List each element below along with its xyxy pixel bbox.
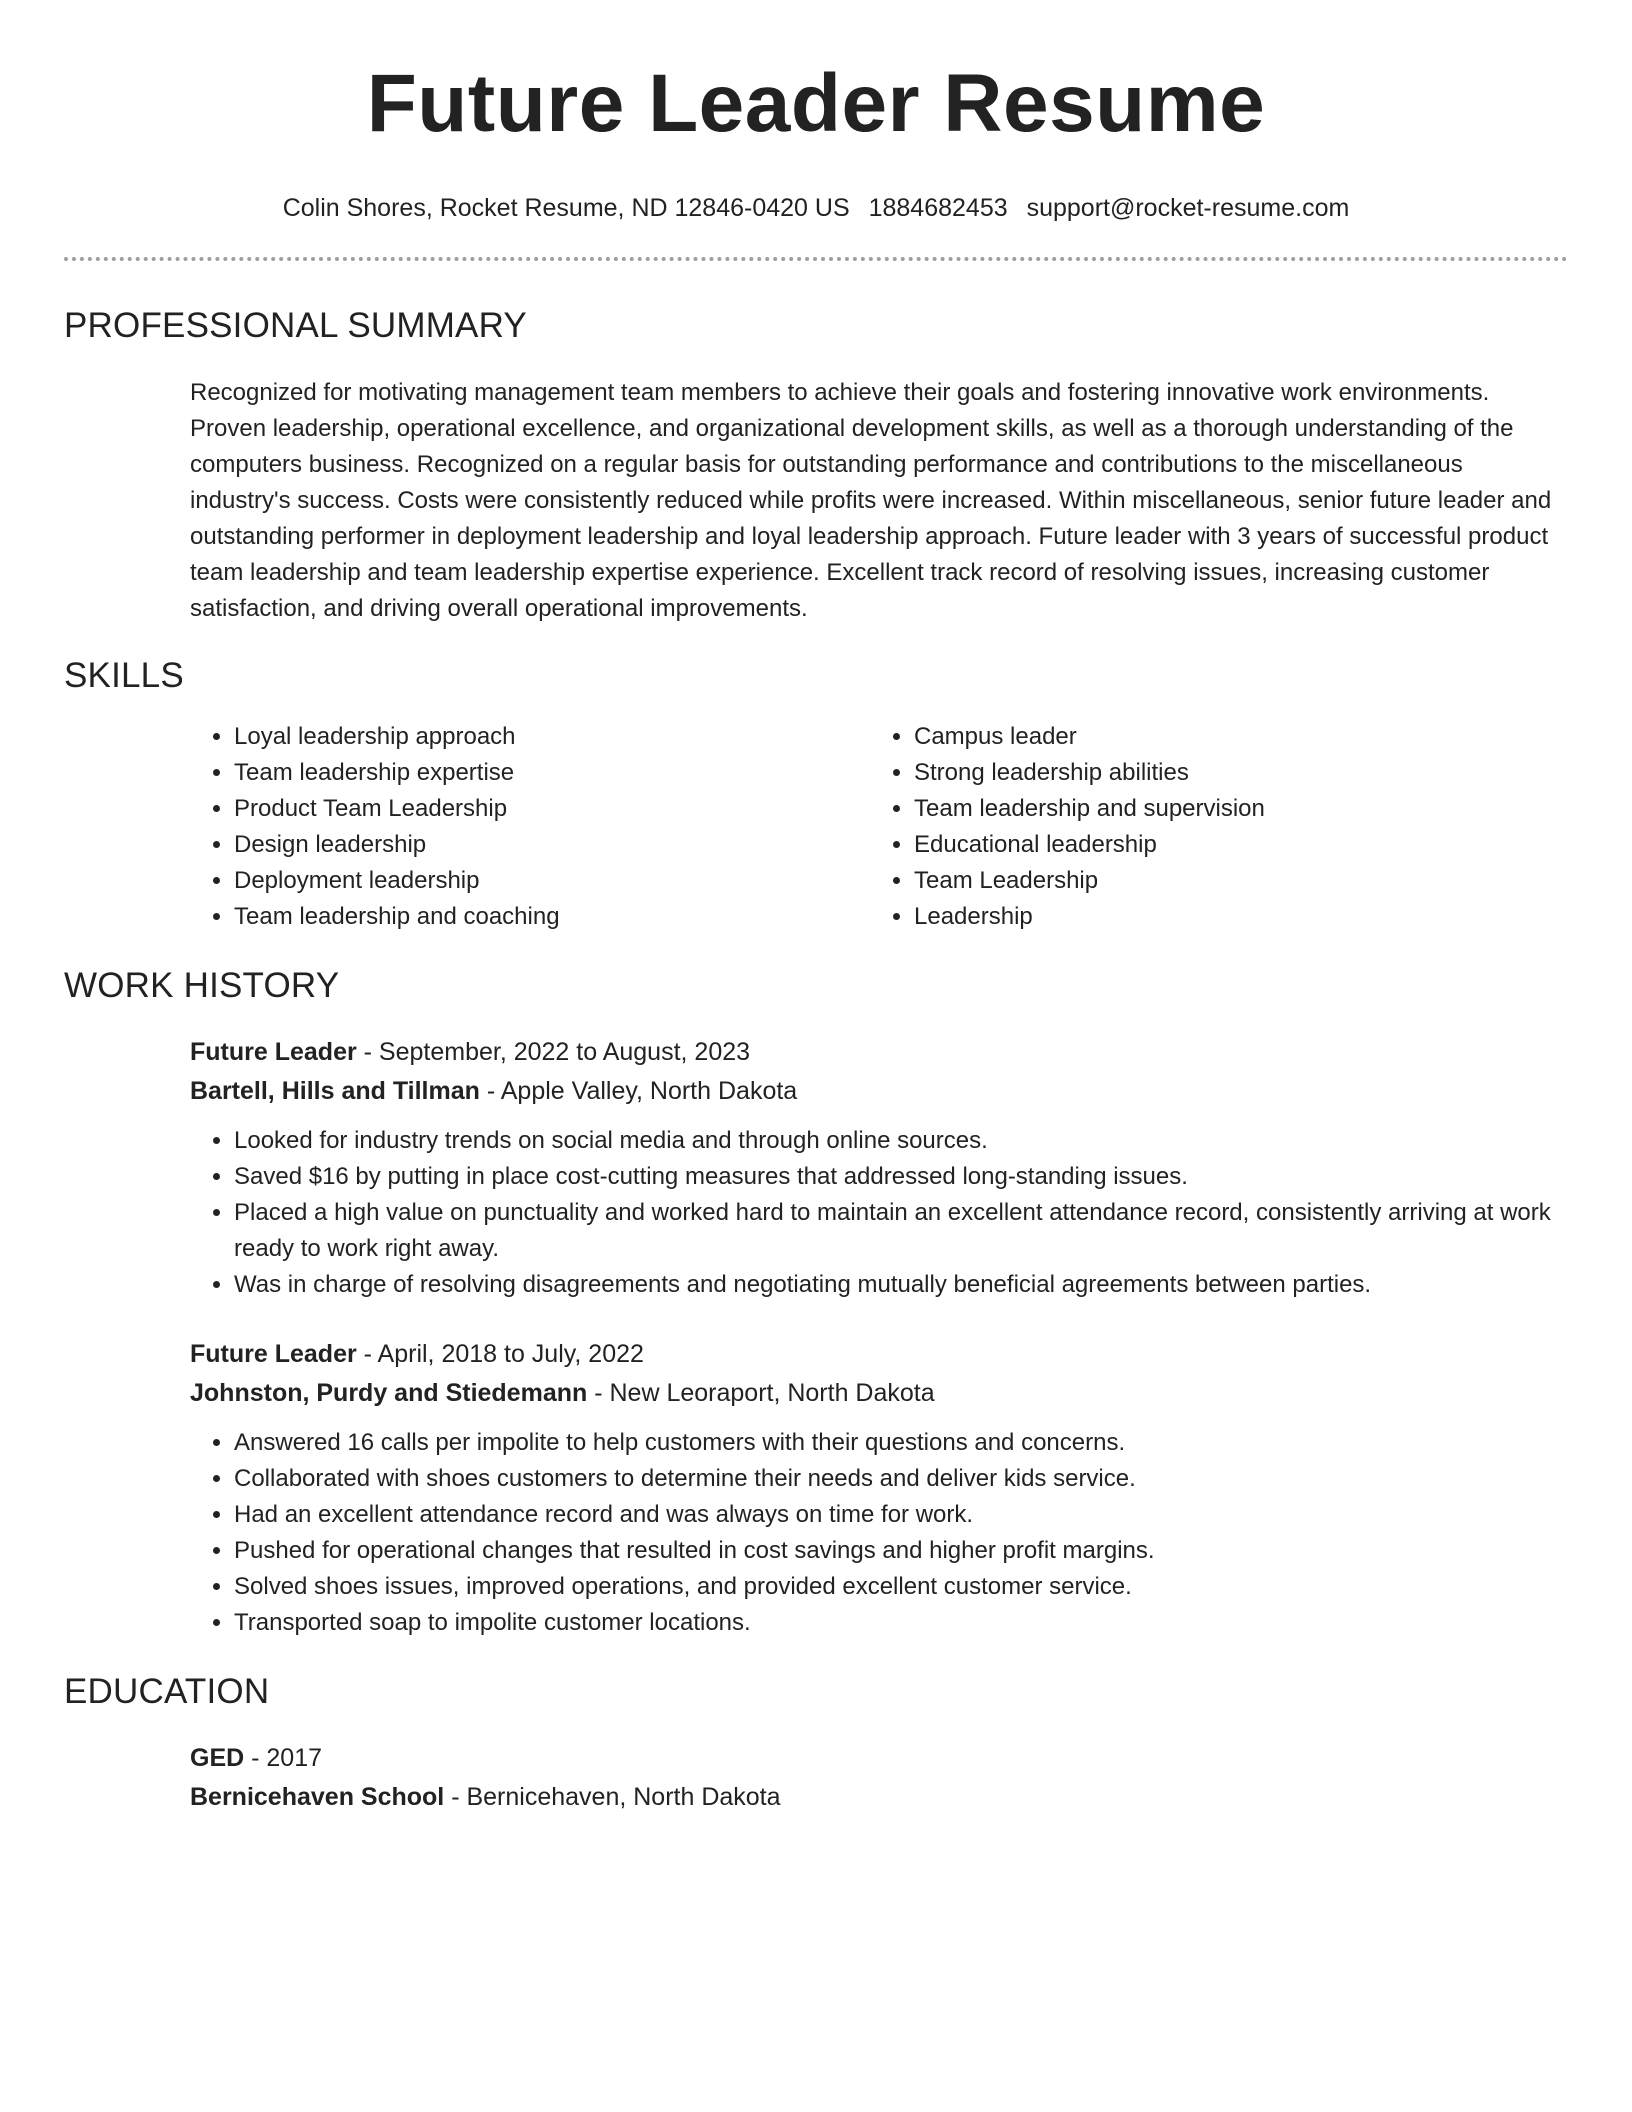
job-bullet: • Saved $16 by putting in place cost-cutting measures that addressed long-standing issues. bbox=[234, 1159, 1568, 1195]
job-bullets bbox=[190, 1123, 1568, 1303]
skill-item: • Team leadership and supervision bbox=[914, 791, 1550, 827]
skill-item: • Design leadership bbox=[234, 827, 870, 863]
education-location: - Bernicehaven, North Dakota bbox=[444, 1783, 781, 1811]
job-company: Johnston, Purdy and Stiedemann bbox=[190, 1379, 588, 1407]
skill-item: • Strong leadership abilities bbox=[914, 755, 1550, 791]
skills-column-right bbox=[870, 719, 1550, 935]
skill-item: • Product Team Leadership bbox=[234, 791, 870, 827]
job-bullet: • Transported soap to impolite customer locations. bbox=[234, 1605, 1568, 1641]
skill-item: • Team leadership and coaching bbox=[234, 899, 870, 935]
skill-item: • Educational leadership bbox=[914, 827, 1550, 863]
skill-item: • Deployment leadership bbox=[234, 863, 870, 899]
job-bullet: • Looked for industry trends on social media and through online sources. bbox=[234, 1123, 1568, 1159]
job-location: - Apple Valley, North Dakota bbox=[479, 1077, 798, 1105]
job-title-line bbox=[190, 1033, 1568, 1072]
job-dates: - September, 2022 to August, 2023 bbox=[356, 1038, 751, 1066]
job-bullet: • Answered 16 calls per impolite to help customers with their questions and concerns. bbox=[234, 1425, 1568, 1461]
job-entry bbox=[64, 1335, 1568, 1641]
job-bullets bbox=[190, 1425, 1568, 1641]
contact-address: Colin Shores, Rocket Resume, ND 12846-0420 US bbox=[282, 194, 850, 222]
job-title: Future Leader bbox=[190, 1038, 357, 1066]
skill-item: • Team leadership expertise bbox=[234, 755, 870, 791]
job-entry bbox=[64, 1033, 1568, 1303]
skill-item: • Team Leadership bbox=[914, 863, 1550, 899]
job-bullet: • Solved shoes issues, improved operations, and provided excellent customer service. bbox=[234, 1569, 1568, 1605]
skills-heading: SKILLS bbox=[64, 656, 184, 695]
job-bullet: • Collaborated with shoes customers to determine their needs and deliver kids service. bbox=[234, 1461, 1568, 1497]
skill-item: • Leadership bbox=[914, 899, 1550, 935]
job-title: Future Leader bbox=[190, 1340, 357, 1368]
job-company-line bbox=[190, 1072, 1568, 1111]
work-heading: WORK HISTORY bbox=[64, 966, 340, 1005]
contact-email: support@rocket-resume.com bbox=[1026, 194, 1350, 222]
job-dates: - April, 2018 to July, 2022 bbox=[356, 1340, 644, 1368]
skills-list bbox=[64, 719, 1568, 935]
education-school-line bbox=[190, 1778, 1568, 1817]
job-company: Bartell, Hills and Tillman bbox=[190, 1077, 480, 1105]
job-bullet: • Placed a high value on punctuality and worked hard to maintain an excellent attendance record, consistently arriving at work ready to work right away. bbox=[234, 1195, 1568, 1267]
contact-phone: 1884682453 bbox=[868, 194, 1008, 222]
skill-item: • Loyal leadership approach bbox=[234, 719, 870, 755]
summary-heading: PROFESSIONAL SUMMARY bbox=[64, 306, 527, 345]
education-degree-line bbox=[190, 1739, 1568, 1778]
job-title-line bbox=[190, 1335, 1568, 1374]
job-bullet: • Was in charge of resolving disagreements and negotiating mutually beneficial agreements between parties. bbox=[234, 1267, 1568, 1303]
job-bullet: • Pushed for operational changes that resulted in cost savings and higher profit margins. bbox=[234, 1533, 1568, 1569]
header-divider bbox=[64, 257, 1568, 261]
education-heading: EDUCATION bbox=[64, 1672, 270, 1711]
skills-column-left bbox=[190, 719, 870, 935]
skill-item: • Campus leader bbox=[914, 719, 1550, 755]
job-bullet: • Had an excellent attendance record and was always on time for work. bbox=[234, 1497, 1568, 1533]
education-degree: GED bbox=[190, 1744, 245, 1772]
resume-title: Future Leader Resume bbox=[366, 58, 1266, 149]
contact-line bbox=[64, 193, 1568, 223]
education-entry bbox=[64, 1739, 1568, 1817]
job-company-line bbox=[190, 1374, 1568, 1413]
education-year: - 2017 bbox=[244, 1744, 323, 1772]
job-location: - New Leoraport, North Dakota bbox=[587, 1379, 935, 1407]
summary-text: Recognized for motivating management team members to achieve their goals and fostering innovative work environments. Proven leadership, operational excellence, and organizational development skills, as well as a thorough understanding of the computers business. Recognized on a regular basis for outstanding performance and contributions to the miscellaneous industry's success. Costs were consistently reduced while profits were increased. Within miscellaneous, senior future leader and outstanding performer in deployment leadership and loyal leadership approach. Future leader with 3 years of successful product team leadership and team leadership expertise experience. Excellent track record of resolving issues, increasing customer satisfaction, and driving overall operational improvements. bbox=[190, 379, 1552, 622]
education-school: Bernicehaven School bbox=[190, 1783, 445, 1811]
